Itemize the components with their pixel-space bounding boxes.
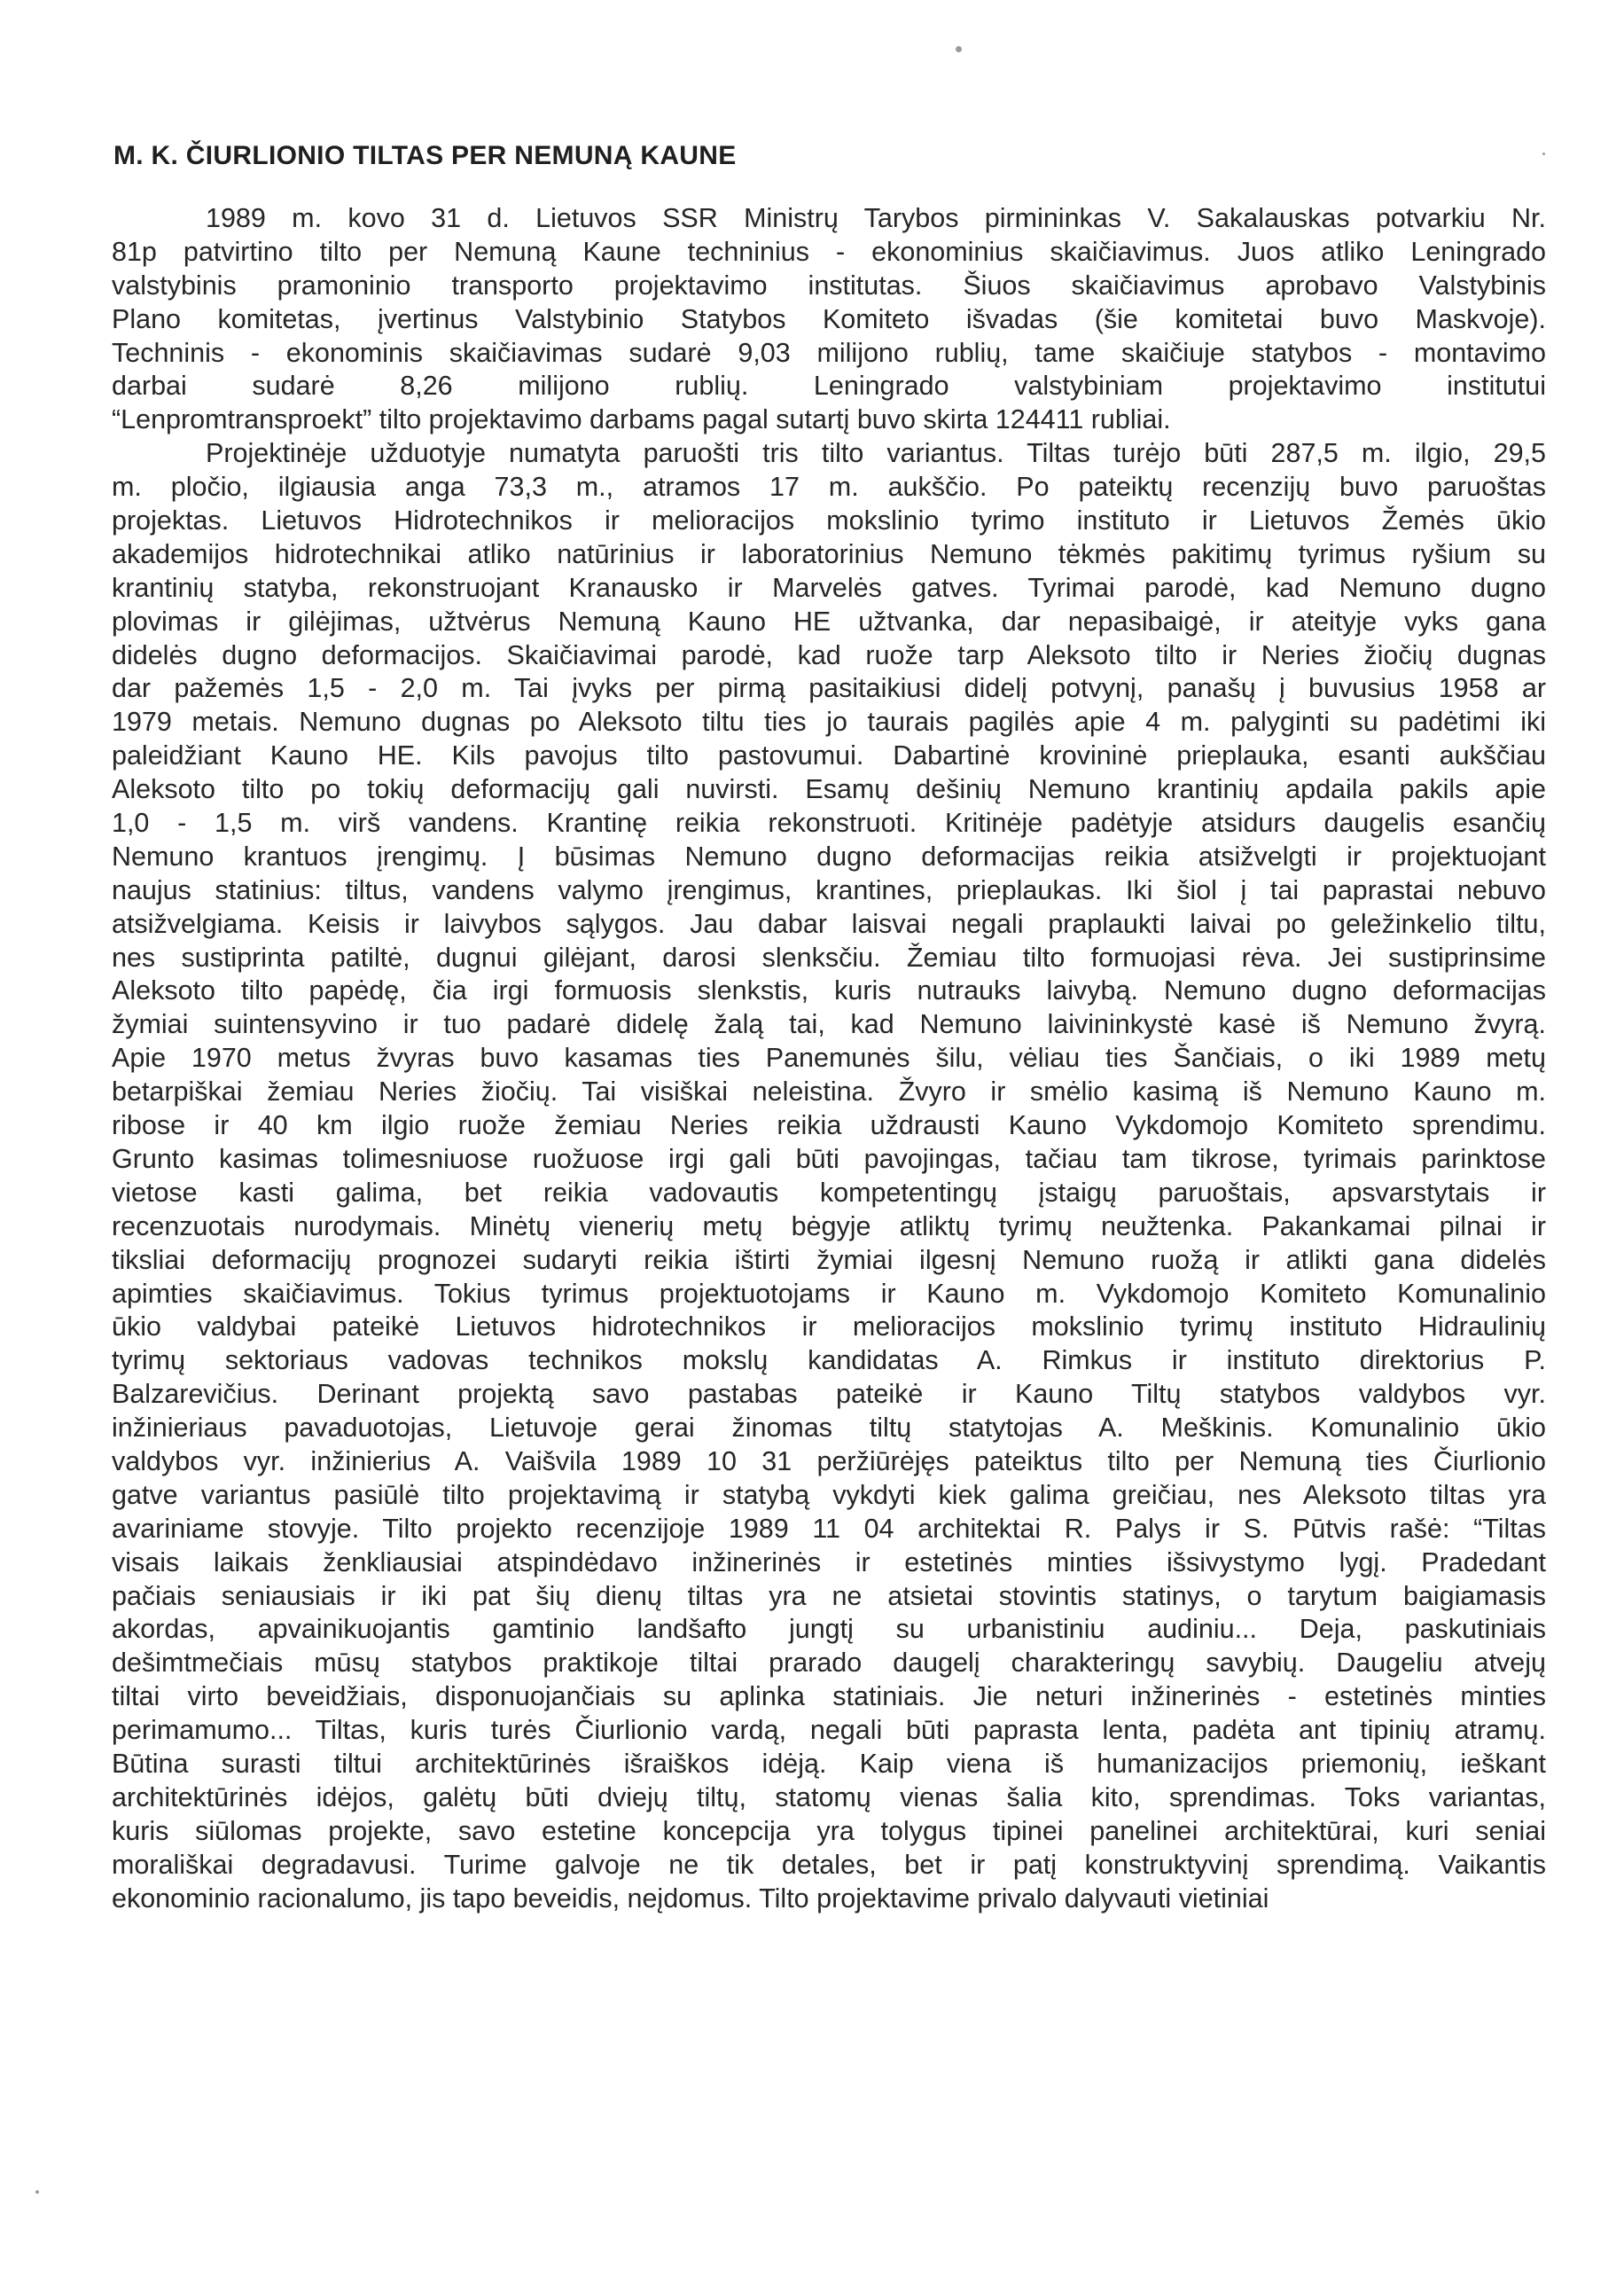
text-line: pačiais seniausiais ir iki pat šių dienų tiltas yra ne atsietai stovintis statinys, o tarytum baigiamasis [112,1580,1546,1611]
text-line: paleidžiant Kauno HE. Kils pavojus tilto pastovumui. Dabartinė krovininė prieplauka, esanti aukščiau [112,740,1546,771]
text-line: Techninis - ekonominis skaičiavimas sudarė 9,03 milijono rublių, tame skaičiuje statybos - montavimo [112,337,1546,368]
text-line: atsižvelgiama. Keisis ir laivybos sąlygos. Jau dabar laisvai negali praplaukti laivai po geležinkelio tiltu, [112,908,1546,939]
text-line: akademijos hidrotechnikai atliko natūrinius ir laboratorinius Nemuno tėkmės pakitimų tyrimus ryšium su [112,538,1546,569]
document-body [112,202,1546,1915]
text-line: naujus statinius: tiltus, vandens valymo įrengimus, krantines, prieplaukas. Iki šiol į tai paprastai nebuvo [112,874,1546,905]
text-line: morališkai degradavusi. Turime galvoje ne tik detales, bet ir patį konstruktyvinį sprendimą. Vaikantis [112,1849,1546,1880]
text-line: valdybos vyr. inžinierius A. Vaišvila 1989 10 31 peržiūrėjęs pateiktus tilto per Nemuną ties Čiurlionio [112,1445,1546,1476]
text-line: Grunto kasimas tolimesniuose ruožuose irgi gali būti pavojingas, tačiau tam tikrose, tyrimais parinktose [112,1143,1546,1174]
text-line: Balzarevičius. Derinant projektą savo pastabas pateikė ir Kauno Tiltų statybos valdybos vyr. [112,1379,1546,1410]
paragraph-budget-approval [112,202,1546,437]
text-line: didelės dugno deformacijos. Skaičiavimai parodė, kad ruože tarp Aleksoto tilto ir Neries žiočių dugnas [112,639,1546,670]
text-line: Būtina surasti tiltui architektūrinės išraiškos idėją. Kaip viena iš humanizacijos priemonių, ieškant [112,1748,1546,1779]
text-line: avariniame stovyje. Tilto projekto recenzijoje 1989 11 04 architektai R. Palys ir S. Pūtvis rašė: “Tiltas [112,1513,1546,1544]
text-line: 81p patvirtino tilto per Nemuną Kaune techninius - ekonominius skaičiavimus. Juos atliko Leningrado [112,236,1546,267]
text-line: perimamumo... Tiltas, kuris turės Čiurlionio vardą, negali būti paprasta lenta, padėta ant tipinių atramų. [112,1715,1546,1746]
text-line: tiksliai deformacijų prognozei sudaryti reikia ištirti žymiai ilgesnį Nemuno ruožą ir atlikti gana didelės [112,1244,1546,1275]
text-line: m. pločio, ilgiausia anga 73,3 m., atramos 17 m. aukščio. Po pateiktų recenzijų buvo paruoštas [112,472,1546,503]
text-line: gatve variantus pasiūlė tilto projektavimą ir statybą vykdyti kiek galima greičiau, nes Aleksoto tiltas yra [112,1479,1546,1510]
text-line: krantinių statyba, rekonstruojant Kranausko ir Marvelės gatves. Tyrimai parodė, kad Nemuno dugno [112,572,1546,603]
scan-speck [956,46,962,52]
text-line: plovimas ir gilėjimas, užtvėrus Nemuną Kauno HE užtvanka, dar nepasibaigė, ir ateityje vyks gana [112,606,1546,637]
text-line: kuris siūlomas projekte, savo estetine koncepcija yra tolygus tipinei panelinei architektūrai, kuri seniai [112,1815,1546,1846]
text-line: inžinieriaus pavaduotojas, Lietuvoje gerai žinomas tiltų statytojas A. Meškinis. Komunalinio ūkio [112,1413,1546,1444]
text-line: Nemuno krantuos įrengimų. Į būsimas Nemuno dugno deformacijas reikia atsižvelgti ir projektuojant [112,841,1546,872]
text-line: apimties skaičiavimus. Tokius tyrimus projektuotojams ir Kauno m. Vykdomojo Komiteto Komunalinio [112,1278,1546,1309]
text-line: Projektinėje užduotyje numatyta paruošti tris tilto variantus. Tiltas turėjo būti 287,5 m. ilgio, 29,5 [206,438,1546,469]
text-line: dešimtmečiais mūsų statybos praktikoje tiltai prarado daugelį charakteringų savybių. Daugeliu atvejų [112,1648,1546,1679]
text-line: Aleksoto tilto po tokių deformacijų gali nuvirsti. Esamų dešinių Nemuno krantinių apdaila pakils apie [112,774,1546,805]
text-line: projektas. Lietuvos Hidrotechnikos ir melioracijos mokslinio tyrimo instituto ir Lietuvos Žemės ūkio [112,505,1546,536]
text-line: Apie 1970 metus žvyras buvo kasamas ties Panemunės šilu, vėliau ties Šančiais, o iki 1989 metų [112,1043,1546,1074]
text-line: architektūrinės idėjos, galėtų būti dviejų tiltų, statomų vienas šalia kito, sprendimas. Toks variantas, [112,1781,1546,1812]
text-line: vietose kasti galima, bet reikia vadovautis kompetentingų įstaigų paruoštais, apsvarstytais ir [112,1177,1546,1208]
text-line: žymiai suintensyvino ir tuo padarė didelę žalą tai, kad Nemuno laivininkystė kasė iš Nemuno žvyrą. [112,1009,1546,1040]
text-line: ribose ir 40 km ilgio ruože žemiau Neries reikia uždrausti Kauno Vykdomojo Komiteto sprendimu. [112,1110,1546,1141]
text-line: betarpiškai žemiau Neries žiočių. Tai visiškai neleistina. Žvyro ir smėlio kasimą iš Nemuno Kauno m. [112,1076,1546,1108]
text-line: “Lenpromtransproekt” tilto projektavimo darbams pagal sutartį buvo skirta 124411 rubliai. [112,404,1171,435]
scan-speck [1542,153,1545,155]
text-line: 1,0 - 1,5 m. virš vandens. Krantinę reikia rekonstruoti. Kritinėje padėtyje atsidurs daugelis esančių [112,808,1546,839]
document-title: M. K. ČIURLIONIO TILTAS PER NEMUNĄ KAUNE [113,141,737,170]
text-line: ūkio valdybai pateikė Lietuvos hidrotechnikos ir melioracijos mokslinio tyrimų instituto Hidraulinių [112,1311,1546,1342]
text-line: Aleksoto tilto papėdę, čia irgi formuosis slenkstis, kuris nutrauks laivybą. Nemuno dugno deformacijas [112,975,1546,1006]
text-line: 1989 m. kovo 31 d. Lietuvos SSR Ministrų Tarybos pirmininkas V. Sakalauskas potvarkiu Nr. [206,203,1546,233]
scan-speck [35,2190,39,2194]
paragraph-project-design [112,437,1546,1915]
text-line: Plano komitetas, įvertinus Valstybinio Statybos Komiteto išvadas (šie komitetai buvo Maskvoje). [112,303,1546,334]
text-line: tiltai virto beveidžiais, disponuojančiais su aplinka statiniais. Jie neturi inžinerinės - estetinės minties [112,1681,1546,1712]
text-line: tyrimų sektoriaus vadovas technikos mokslų kandidatas A. Rimkus ir instituto direktorius P. [112,1345,1546,1376]
text-line: nes sustiprinta patiltė, dugnui gilėjant, darosi slenksčiu. Žemiau tilto formuojasi rėva. Jei sustiprinsime [112,942,1546,973]
text-line: 1979 metais. Nemuno dugnas po Aleksoto tiltu ties jo taurais pagilės apie 4 m. palyginti su padėtimi iki [112,707,1546,738]
text-line: ekonominio racionalumo, jis tapo beveidis, neįdomus. Tilto projektavime privalo dalyvauti vietiniai [112,1883,1269,1914]
text-line: dar pažemės 1,5 - 2,0 m. Tai įvyks per pirmą pasitaikiusi didelį potvynį, panašų į buvusius 1958 ar [112,673,1546,704]
text-line: valstybinis pramoninio transporto projektavimo institutas. Šiuos skaičiavimus aprobavo Valstybinis [112,270,1546,301]
text-line: darbai sudarė 8,26 milijono rublių. Leningrado valstybiniam projektavimo institutui [112,371,1546,402]
text-line: visais laikais ženkliausiai atspindėdavo inžinerinės ir estetinės minties išsivystymo lygį. Pradedant [112,1546,1546,1577]
text-line: recenzuotais nurodymais. Minėtų vienerių metų bėgyje atliktų tyrimų neužtenka. Pakankamai pilnai ir [112,1210,1546,1241]
text-line: akordas, apvainikuojantis gamtinio landšafto jungtį su urbanistiniu audiniu... Deja, paskutiniais [112,1614,1546,1645]
